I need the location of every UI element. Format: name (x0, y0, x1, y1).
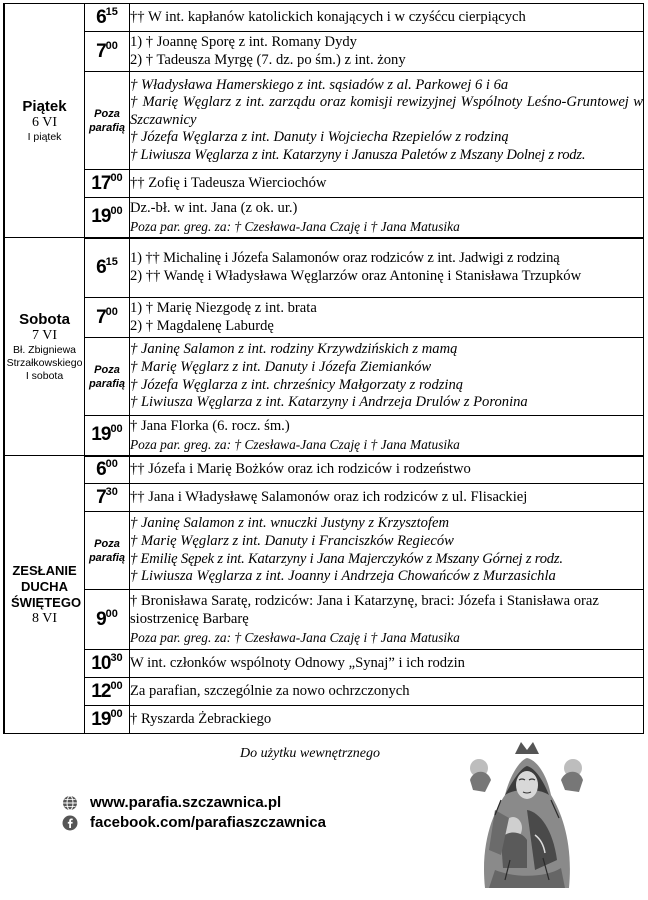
facebook-icon (62, 815, 78, 831)
mass-time: $17^{00}$ (85, 170, 130, 198)
day-note: Bł. Zbigniewa Strzałkowskiego I sobota (6, 343, 83, 382)
mass-time: $10^{30}$ (85, 650, 130, 678)
madonna-icon (465, 740, 587, 888)
mass-schedule-table (3, 3, 644, 734)
mass-time: $19^{00}$ (85, 198, 130, 238)
poza-parafia-intentions: † Janinę Salamon z int. rodziny Krzywdzińskich z mamą † Marię Węglarz z int. Danuty i Józefa Ziemianków † Józefa Węglarza z int. chrześnicy Małgorzaty z rodziną † Liwiusza Węglarza z int. Katarzyny i Andrzeja Drulów z Poronina (130, 338, 644, 416)
internal-use-note: Do użytku wewnętrznego (240, 746, 380, 761)
mass-intention: † Jana Florka (6. rocz. śm.) Poza par. greg. za: † Czesława-Jana Czaję i † Jana Matusika (130, 416, 644, 456)
day-date: 8 VI (31, 610, 58, 626)
mass-time: $6^{15}$ (85, 238, 130, 298)
day-note: I piątek (27, 130, 62, 143)
poza-parafia-intentions: † Janinę Salamon z int. wnuczki Justyny z Krzysztofem † Marię Węglarz z int. Danuty i Franciszków Regieców † Emilię Sępek z int. Katarzyny i Jana Majerczyków z Mszany Górnej z rodz. † Liwiusza Węglarza z int. Joanny i Andrzeja Chowańców z Murzasichla (130, 512, 644, 590)
mass-intention: 1) † Marię Niezgodę z int. brata 2) † Magdalenę Laburdę (130, 298, 644, 338)
day-cell-saturday (4, 238, 85, 456)
poza-parafia-label: Poza parafią (85, 512, 130, 590)
poza-parafia-intentions: † Władysława Hamerskiego z int. sąsiadów z al. Parkowej 6 i 6a † Marię Węglarz z int. zarządu oraz komisji rewizyjnej Wspólnoty Leśno-Gruntowej w Szczawnicy † Józefa Węglarza z int. Danuty i Wojciecha Rzepielów z rodziną † Liwiusza Węglarza z int. Katarzyny i Janusza Paletów z Mszany Dolnej z rodz. (130, 72, 644, 170)
mass-time: $19^{00}$ (85, 706, 130, 734)
day-name: Piątek (22, 97, 67, 115)
facebook-link[interactable]: facebook.com/parafiaszczawnica (62, 814, 326, 831)
mass-time: $9^{00}$ (85, 590, 130, 650)
day-name: Sobota (19, 310, 70, 328)
mass-intention: †† W int. kapłanów katolickich konających i w czyśćcu cierpiących (130, 4, 644, 32)
mass-intention: 1) † Joannę Sporę z int. Romany Dydy 2) † Tadeusza Myrgę (7. dz. po śm.) z int. żony (130, 32, 644, 72)
mass-intention: † Ryszarda Żebrackiego (130, 706, 644, 734)
mass-time: $6^{00}$ (85, 456, 130, 484)
mass-time: $19^{00}$ (85, 416, 130, 456)
day-date: 7 VI (31, 327, 58, 343)
mass-time: $12^{00}$ (85, 678, 130, 706)
mass-intention: 1) †† Michalinę i Józefa Salamonów oraz rodziców z int. Jadwigi z rodziną 2) †† Wandę i Władysława Węglarzów oraz Antoninę i Stanisława Trzupków (130, 238, 644, 298)
website-link[interactable]: www.parafia.szczawnica.pl (62, 794, 281, 811)
day-cell-pentecost (4, 456, 85, 734)
day-date: 6 VI (31, 114, 58, 130)
poza-parafia-label: Poza parafią (85, 338, 130, 416)
mass-time: $7^{00}$ (85, 32, 130, 72)
day-cell-friday (4, 4, 85, 238)
globe-icon (62, 795, 78, 811)
mass-intention: †† Zofię i Tadeusza Wierciochów (130, 170, 644, 198)
mass-intention: Dz.-bł. w int. Jana (z ok. ur.) Poza par. greg. za: † Czesława-Jana Czaję i † Jana Matusika (130, 198, 644, 238)
poza-parafia-label: Poza parafią (85, 72, 130, 170)
day-name: ZESŁANIE DUCHA ŚWIĘTEGO (11, 562, 82, 610)
mass-intention: †† Józefa i Marię Bożków oraz ich rodziców i rodzeństwo (130, 456, 644, 484)
mass-intention: †† Jana i Władysławę Salamonów oraz ich rodziców z ul. Flisackiej (130, 484, 644, 512)
mass-time: $7^{00}$ (85, 298, 130, 338)
mass-intention: W int. członków wspólnoty Odnowy „Synaj” i ich rodzin (130, 650, 644, 678)
mass-time: $6^{15}$ (85, 4, 130, 32)
mass-intention: † Bronisława Saratę, rodziców: Jana i Katarzynę, braci: Józefa i Stanisława oraz siostrzenicę Barbarę Poza par. greg. za: † Czesława-Jana Czaję i † Jana Matusika (130, 590, 644, 650)
mass-intention: Za parafian, szczególnie za nowo ochrzczonych (130, 678, 644, 706)
mass-time: $7^{30}$ (85, 484, 130, 512)
